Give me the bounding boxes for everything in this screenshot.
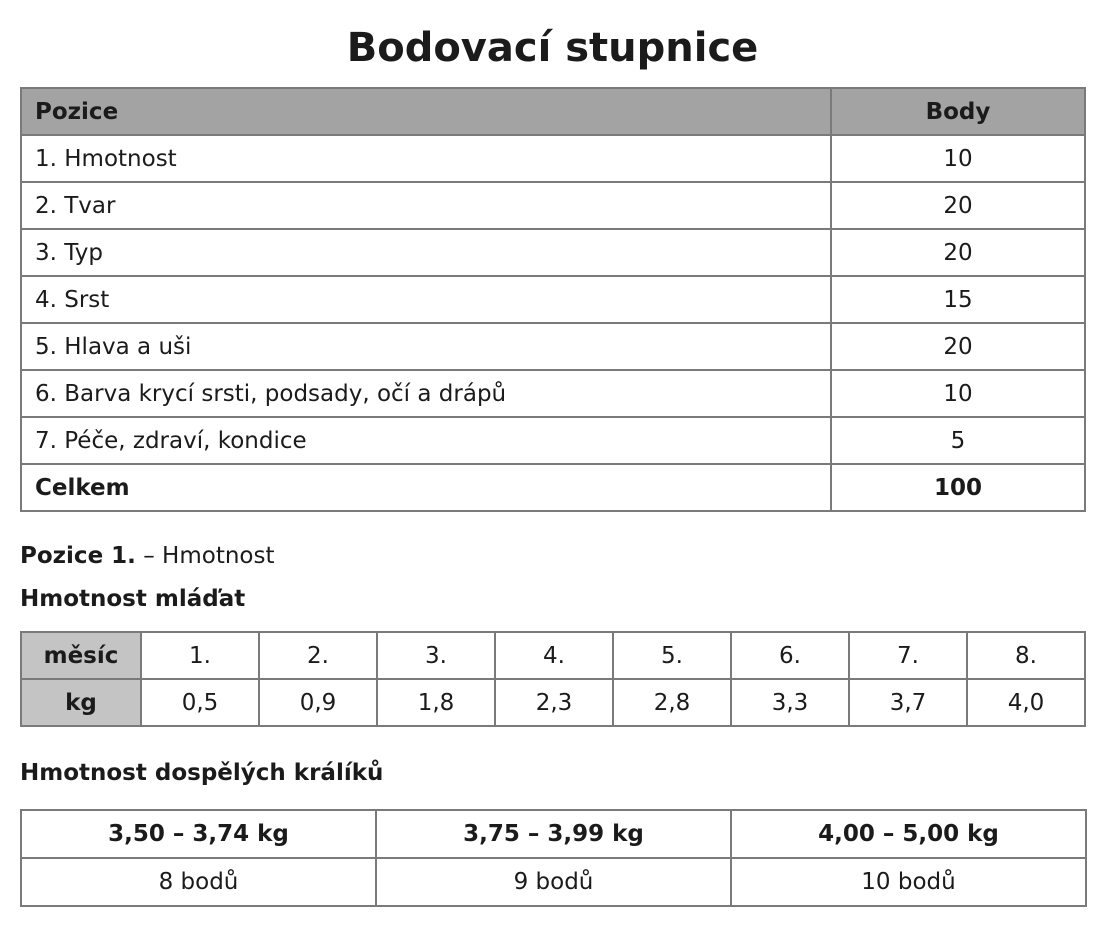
weight-range-cell: 3,75 – 3,99 kg xyxy=(376,810,731,858)
total-row xyxy=(21,464,1085,511)
points-row xyxy=(21,858,1086,906)
scoring-table xyxy=(20,87,1086,512)
weight-cell: 3,7 xyxy=(849,679,967,726)
adult-weight-heading: Hmotnost dospělých králíků xyxy=(20,760,384,786)
points-cell: 10 xyxy=(831,370,1085,417)
month-cell: 1. xyxy=(141,632,259,679)
table-row xyxy=(21,135,1085,182)
points-cell: 8 bodů xyxy=(21,858,376,906)
section-heading-position-1 xyxy=(20,541,274,571)
weight-cell: 0,5 xyxy=(141,679,259,726)
table-row xyxy=(21,417,1085,464)
month-cell: 2. xyxy=(259,632,377,679)
month-cell: 3. xyxy=(377,632,495,679)
position-cell: 6. Barva krycí srsti, podsady, očí a drápů xyxy=(21,370,831,417)
column-header-position: Pozice xyxy=(21,88,831,135)
points-cell: 20 xyxy=(831,229,1085,276)
weight-range-row xyxy=(21,810,1086,858)
month-cell: 7. xyxy=(849,632,967,679)
column-header-points: Body xyxy=(831,88,1085,135)
kg-row-header: kg xyxy=(21,679,141,726)
position-cell: 4. Srst xyxy=(21,276,831,323)
section-heading-number: Pozice 1. xyxy=(20,543,136,569)
points-cell: 20 xyxy=(831,182,1085,229)
position-cell: 2. Tvar xyxy=(21,182,831,229)
points-cell: 9 bodů xyxy=(376,858,731,906)
position-cell: 5. Hlava a uši xyxy=(21,323,831,370)
weight-range-cell: 4,00 – 5,00 kg xyxy=(731,810,1086,858)
month-cell: 4. xyxy=(495,632,613,679)
points-cell: 20 xyxy=(831,323,1085,370)
weight-cell: 4,0 xyxy=(967,679,1085,726)
points-cell: 15 xyxy=(831,276,1085,323)
adult-weight-table xyxy=(20,809,1087,907)
section-heading-text: – Hmotnost xyxy=(135,543,275,569)
position-cell: 1. Hmotnost xyxy=(21,135,831,182)
weight-cell: 0,9 xyxy=(259,679,377,726)
table-row xyxy=(21,276,1085,323)
month-cell: 5. xyxy=(613,632,731,679)
points-cell: 10 xyxy=(831,135,1085,182)
month-row-header: měsíc xyxy=(21,632,141,679)
month-cell: 6. xyxy=(731,632,849,679)
table-header-row xyxy=(21,88,1085,135)
table-row xyxy=(21,229,1085,276)
weight-cell: 1,8 xyxy=(377,679,495,726)
position-cell: 7. Péče, zdraví, kondice xyxy=(21,417,831,464)
total-points: 100 xyxy=(831,464,1085,511)
month-row xyxy=(21,632,1085,679)
position-cell: 3. Typ xyxy=(21,229,831,276)
young-weight-heading: Hmotnost mláďat xyxy=(20,586,246,612)
weight-cell: 3,3 xyxy=(731,679,849,726)
page-title: Bodovací stupnice xyxy=(346,25,759,71)
table-row xyxy=(21,370,1085,417)
weight-cell: 2,3 xyxy=(495,679,613,726)
total-label: Celkem xyxy=(21,464,831,511)
month-cell: 8. xyxy=(967,632,1085,679)
weight-range-cell: 3,50 – 3,74 kg xyxy=(21,810,376,858)
table-row xyxy=(21,323,1085,370)
weight-cell: 2,8 xyxy=(613,679,731,726)
points-cell: 5 xyxy=(831,417,1085,464)
points-cell: 10 bodů xyxy=(731,858,1086,906)
kg-row xyxy=(21,679,1085,726)
table-row xyxy=(21,182,1085,229)
young-weight-table xyxy=(20,631,1086,727)
